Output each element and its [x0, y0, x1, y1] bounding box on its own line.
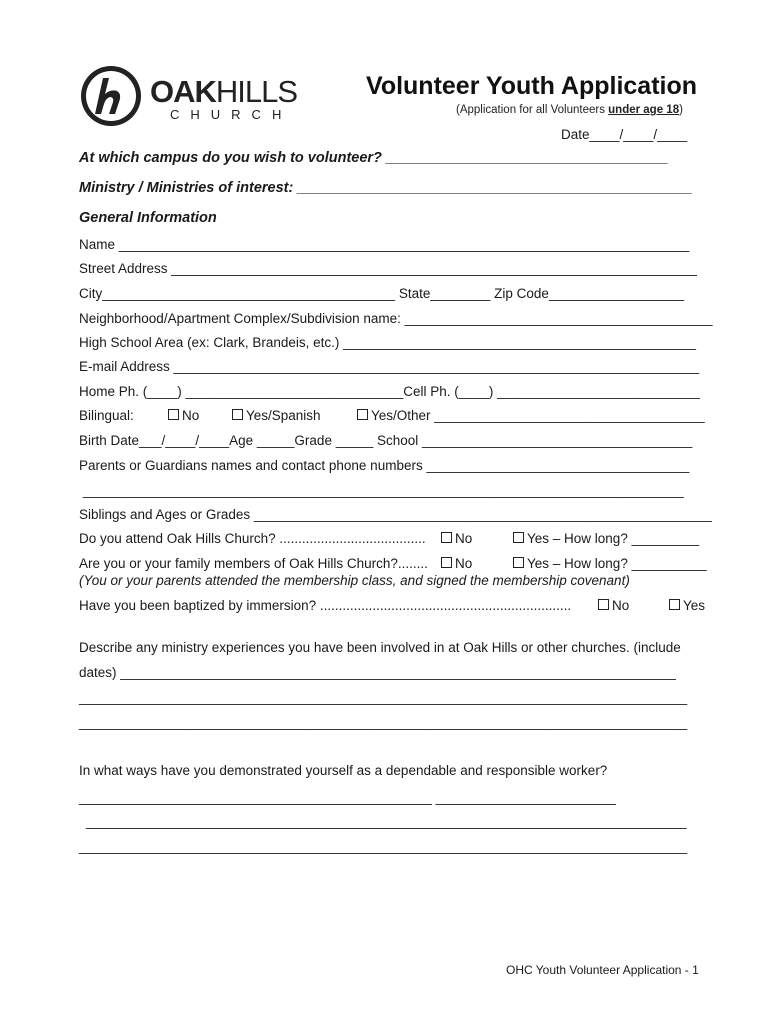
church-logo-icon [79, 64, 143, 128]
page-subtitle: (Application for all Volunteers under age 18) [456, 104, 683, 116]
section-heading-general: General Information [79, 210, 217, 226]
phone-field[interactable]: Home Ph. (____) _____________________________Cell Ph. (____) ___________________________ [79, 384, 700, 399]
date-field[interactable]: Date____/____/____ [561, 127, 688, 142]
logo-subtext: CHURCH [170, 107, 293, 122]
checkbox-icon[interactable] [232, 409, 243, 420]
dependable-field-line3[interactable]: _________________________________________________________________________________ [79, 839, 688, 854]
checkbox-icon[interactable] [441, 557, 452, 568]
email-field[interactable]: E-mail Address ______________________________________________________________________ [79, 359, 700, 374]
campus-field[interactable]: At which campus do you wish to volunteer? ___________________________________ [79, 150, 669, 166]
siblings-field[interactable]: Siblings and Ages or Grades _____________________________________________________________ [79, 507, 712, 522]
member-no-option[interactable]: No [441, 556, 472, 571]
checkbox-icon[interactable] [357, 409, 368, 420]
attend-question: Do you attend Oak Hills Church? ....................................... [79, 531, 426, 546]
bilingual-label: Bilingual: [79, 408, 134, 423]
page-title: Volunteer Youth Application [366, 72, 698, 100]
baptized-no-option[interactable]: No [598, 598, 629, 613]
bilingual-yes-spanish-option[interactable]: Yes/Spanish [232, 408, 321, 423]
checkbox-icon[interactable] [669, 599, 680, 610]
city-state-zip-field[interactable]: City_______________________________________ State________ Zip Code__________________ [79, 286, 685, 301]
attend-no-option[interactable]: No [441, 531, 472, 546]
logo-wordmark: OAKHILLS [150, 74, 298, 109]
page-footer: OHC Youth Volunteer Application - 1 [506, 963, 699, 977]
checkbox-icon[interactable] [513, 557, 524, 568]
ministry-experience-field-line2[interactable]: _________________________________________________________________________________ [79, 690, 688, 705]
name-field[interactable]: Name ____________________________________________________________________________ [79, 237, 690, 252]
parents-field-line2[interactable]: ________________________________________________________________________________ [83, 483, 684, 498]
ministry-experience-question: Describe any ministry experiences you have been involved in at Oak Hills or other churches. (include [79, 640, 681, 655]
member-note: (You or your parents attended the membership class, and signed the membership covenant) [79, 573, 630, 588]
baptized-question: Have you been baptized by immersion? ................................................................... [79, 598, 572, 613]
baptized-yes-option[interactable]: Yes [669, 598, 705, 613]
checkbox-icon[interactable] [513, 532, 524, 543]
bilingual-yes-other-option[interactable]: Yes/Other ____________________________________ [357, 408, 705, 423]
dependable-question: In what ways have you demonstrated yourself as a dependable and responsible worker? [79, 763, 608, 778]
dependable-field[interactable]: _______________________________________________ ________________________ [79, 790, 616, 805]
checkbox-icon[interactable] [598, 599, 609, 610]
member-yes-option[interactable]: Yes – How long? __________ [513, 556, 707, 571]
member-question: Are you or your family members of Oak Hills Church?........ [79, 556, 428, 571]
ministry-field[interactable]: Ministry / Ministries of interest: _________________________________________________ [79, 180, 693, 196]
highschool-field[interactable]: High School Area (ex: Clark, Brandeis, etc.) _______________________________________________ [79, 335, 696, 350]
bilingual-no-option[interactable]: No [168, 408, 199, 423]
attend-yes-option[interactable]: Yes – How long? _________ [513, 531, 699, 546]
ministry-experience-field-line3[interactable]: _________________________________________________________________________________ [79, 715, 688, 730]
checkbox-icon[interactable] [168, 409, 179, 420]
checkbox-icon[interactable] [441, 532, 452, 543]
birth-age-grade-school-field[interactable]: Birth Date___/____/____Age _____Grade _____ School ____________________________________ [79, 433, 693, 448]
neighborhood-field[interactable]: Neighborhood/Apartment Complex/Subdivision name: _________________________________________ [79, 311, 713, 326]
ministry-experience-field[interactable]: dates) __________________________________________________________________________ [79, 665, 676, 680]
street-field[interactable]: Street Address ______________________________________________________________________ [79, 261, 697, 276]
parents-field[interactable]: Parents or Guardians names and contact phone numbers ___________________________________ [79, 458, 690, 473]
dependable-field-line2[interactable]: ________________________________________________________________________________ [86, 814, 687, 829]
